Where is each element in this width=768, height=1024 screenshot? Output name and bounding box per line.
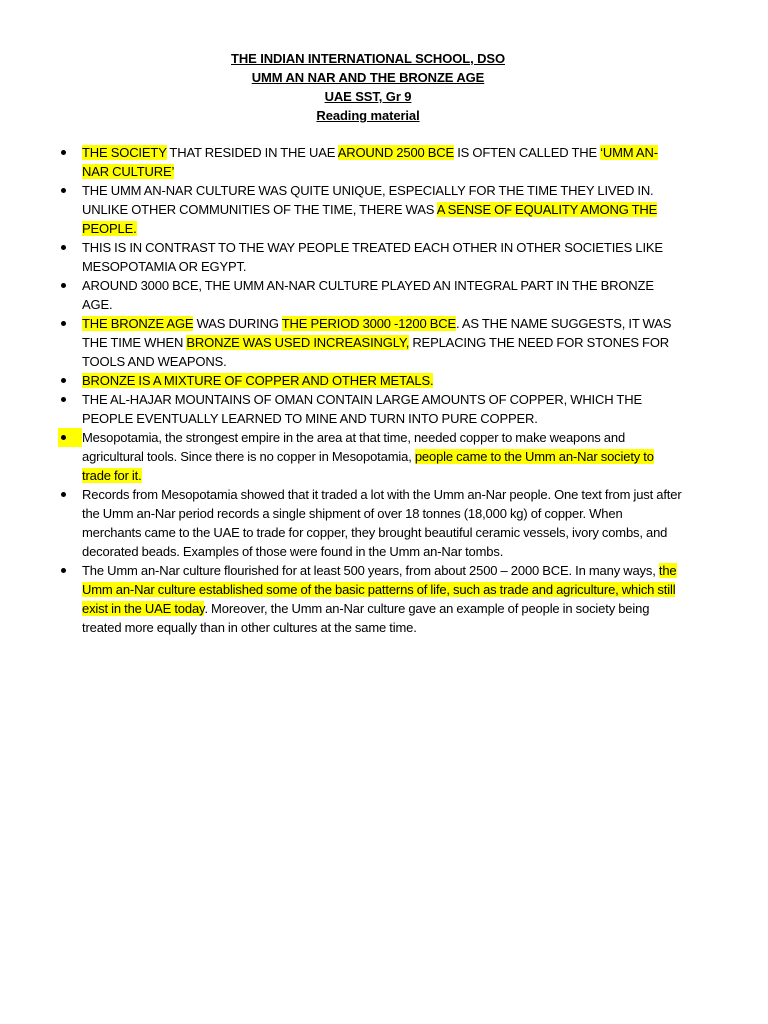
document-title: UMM AN NAR AND THE BRONZE AGE [251,70,485,85]
body-text: REPLACING THE NEED FOR STONES FOR TOOLS AND WEAPONS. [82,335,670,369]
highlighted-text: the Umm an-Nar culture established some of the basic patterns of life, such as trade and agriculture, which still exist in the UAE today [82,563,677,616]
bullet-dot [61,378,66,383]
bullet-dot [61,188,66,193]
body-text: WAS DURING [193,316,282,331]
highlighted-text: AROUND 2500 BCE [337,145,455,160]
material-type: Reading material [316,108,420,123]
body-text: THE AL-HAJAR MOUNTAINS OF OMAN CONTAIN LARGE AMOUNTS OF COPPER, WHICH THE PEOPLE EVENTUALLY LEARNED TO MINE AND TURN INTO PURE COPPER. [82,392,642,426]
bullet-icon [58,238,82,257]
bullet-icon [58,485,82,504]
course-grade: UAE SST, Gr 9 [324,89,412,104]
list-item [0,371,768,390]
school-name: THE INDIAN INTERNATIONAL SCHOOL, DSO [231,51,505,66]
bullet-dot [61,397,66,402]
highlighted-text: ‘UMM AN-NAR CULTURE’ [82,145,658,179]
bullet-icon [58,428,82,447]
bullet-icon [58,314,82,333]
body-text: THE UMM AN-NAR CULTURE WAS QUITE UNIQUE, ESPECIALLY FOR THE TIME THEY LIVED IN. UNLIKE OTHER COMMUNITIES OF THE TIME, THERE WAS [82,183,654,217]
list-item [0,428,768,485]
highlighted-text: THE BRONZE AGE [82,316,194,331]
highlighted-text: BRONZE WAS USED INCREASINGLY, [186,335,410,350]
body-text: . AS THE NAME SUGGESTS, IT WAS THE TIME WHEN [82,316,672,350]
list-item [0,181,768,238]
body-text: Records from Mesopotamia showed that it traded a lot with the Umm an-Nar people. One text from just after the Umm an-Nar period records a single shipment of over 18 tonnes (18,000 kg) of copper. When merchants came to the UAE to trade for copper, they brought beautiful ceramic vessels, ivory combs, and decorated beads. Examples of those were found in the Umm an-Nar tombs. [82,487,682,559]
list-item [0,485,768,561]
bullet-icon [58,371,82,390]
bullet-icon [58,143,82,162]
body-text: IS OFTEN CALLED THE [454,145,601,160]
list-item [0,276,768,314]
bullet-dot [61,245,66,250]
bullet-icon [58,276,82,295]
highlighted-text: people came to the Umm an-Nar society to trade for it. [82,449,654,483]
list-item [0,143,768,181]
list-item [0,561,768,637]
bullet-icon [58,390,82,409]
bullet-icon [58,561,82,580]
bullet-icon [58,181,82,200]
body-text: The Umm an-Nar culture flourished for at least 500 years, from about 2500 – 2000 BCE. In many ways, [82,563,659,578]
document-header [0,49,736,125]
highlighted-text: THE SOCIETY [82,145,167,160]
body-text: THAT RESIDED IN THE UAE [166,145,338,160]
bullet-dot [61,568,66,573]
body-text: Mesopotamia, the strongest empire in the area at that time, needed copper to make weapons and agricultural tools. Since there is no copper in Mesopotamia, [82,430,626,464]
highlighted-text: BRONZE IS A MIXTURE OF COPPER AND OTHER METALS. [82,373,434,388]
highlighted-text: THE PERIOD 3000 -1200 BCE [281,316,456,331]
body-text: . Moreover, the Umm an-Nar culture gave an example of people in society being treated more equally than in other cultures at the same time. [82,601,650,635]
bullet-dot [61,150,66,155]
reading-bullet-list [0,143,768,637]
highlighted-text: A SENSE OF EQUALITY AMONG THE PEOPLE. [82,202,658,236]
body-text: AROUND 3000 BCE, THE UMM AN-NAR CULTURE PLAYED AN INTEGRAL PART IN THE BRONZE AGE. [82,278,654,312]
bullet-dot [61,492,66,497]
list-item [0,238,768,276]
list-item [0,390,768,428]
bullet-dot [61,435,66,440]
bullet-dot [61,283,66,288]
list-item [0,314,768,371]
bullet-dot [61,321,66,326]
body-text: THIS IS IN CONTRAST TO THE WAY PEOPLE TREATED EACH OTHER IN OTHER SOCIETIES LIKE MESOPOTAMIA OR EGYPT. [82,240,663,274]
